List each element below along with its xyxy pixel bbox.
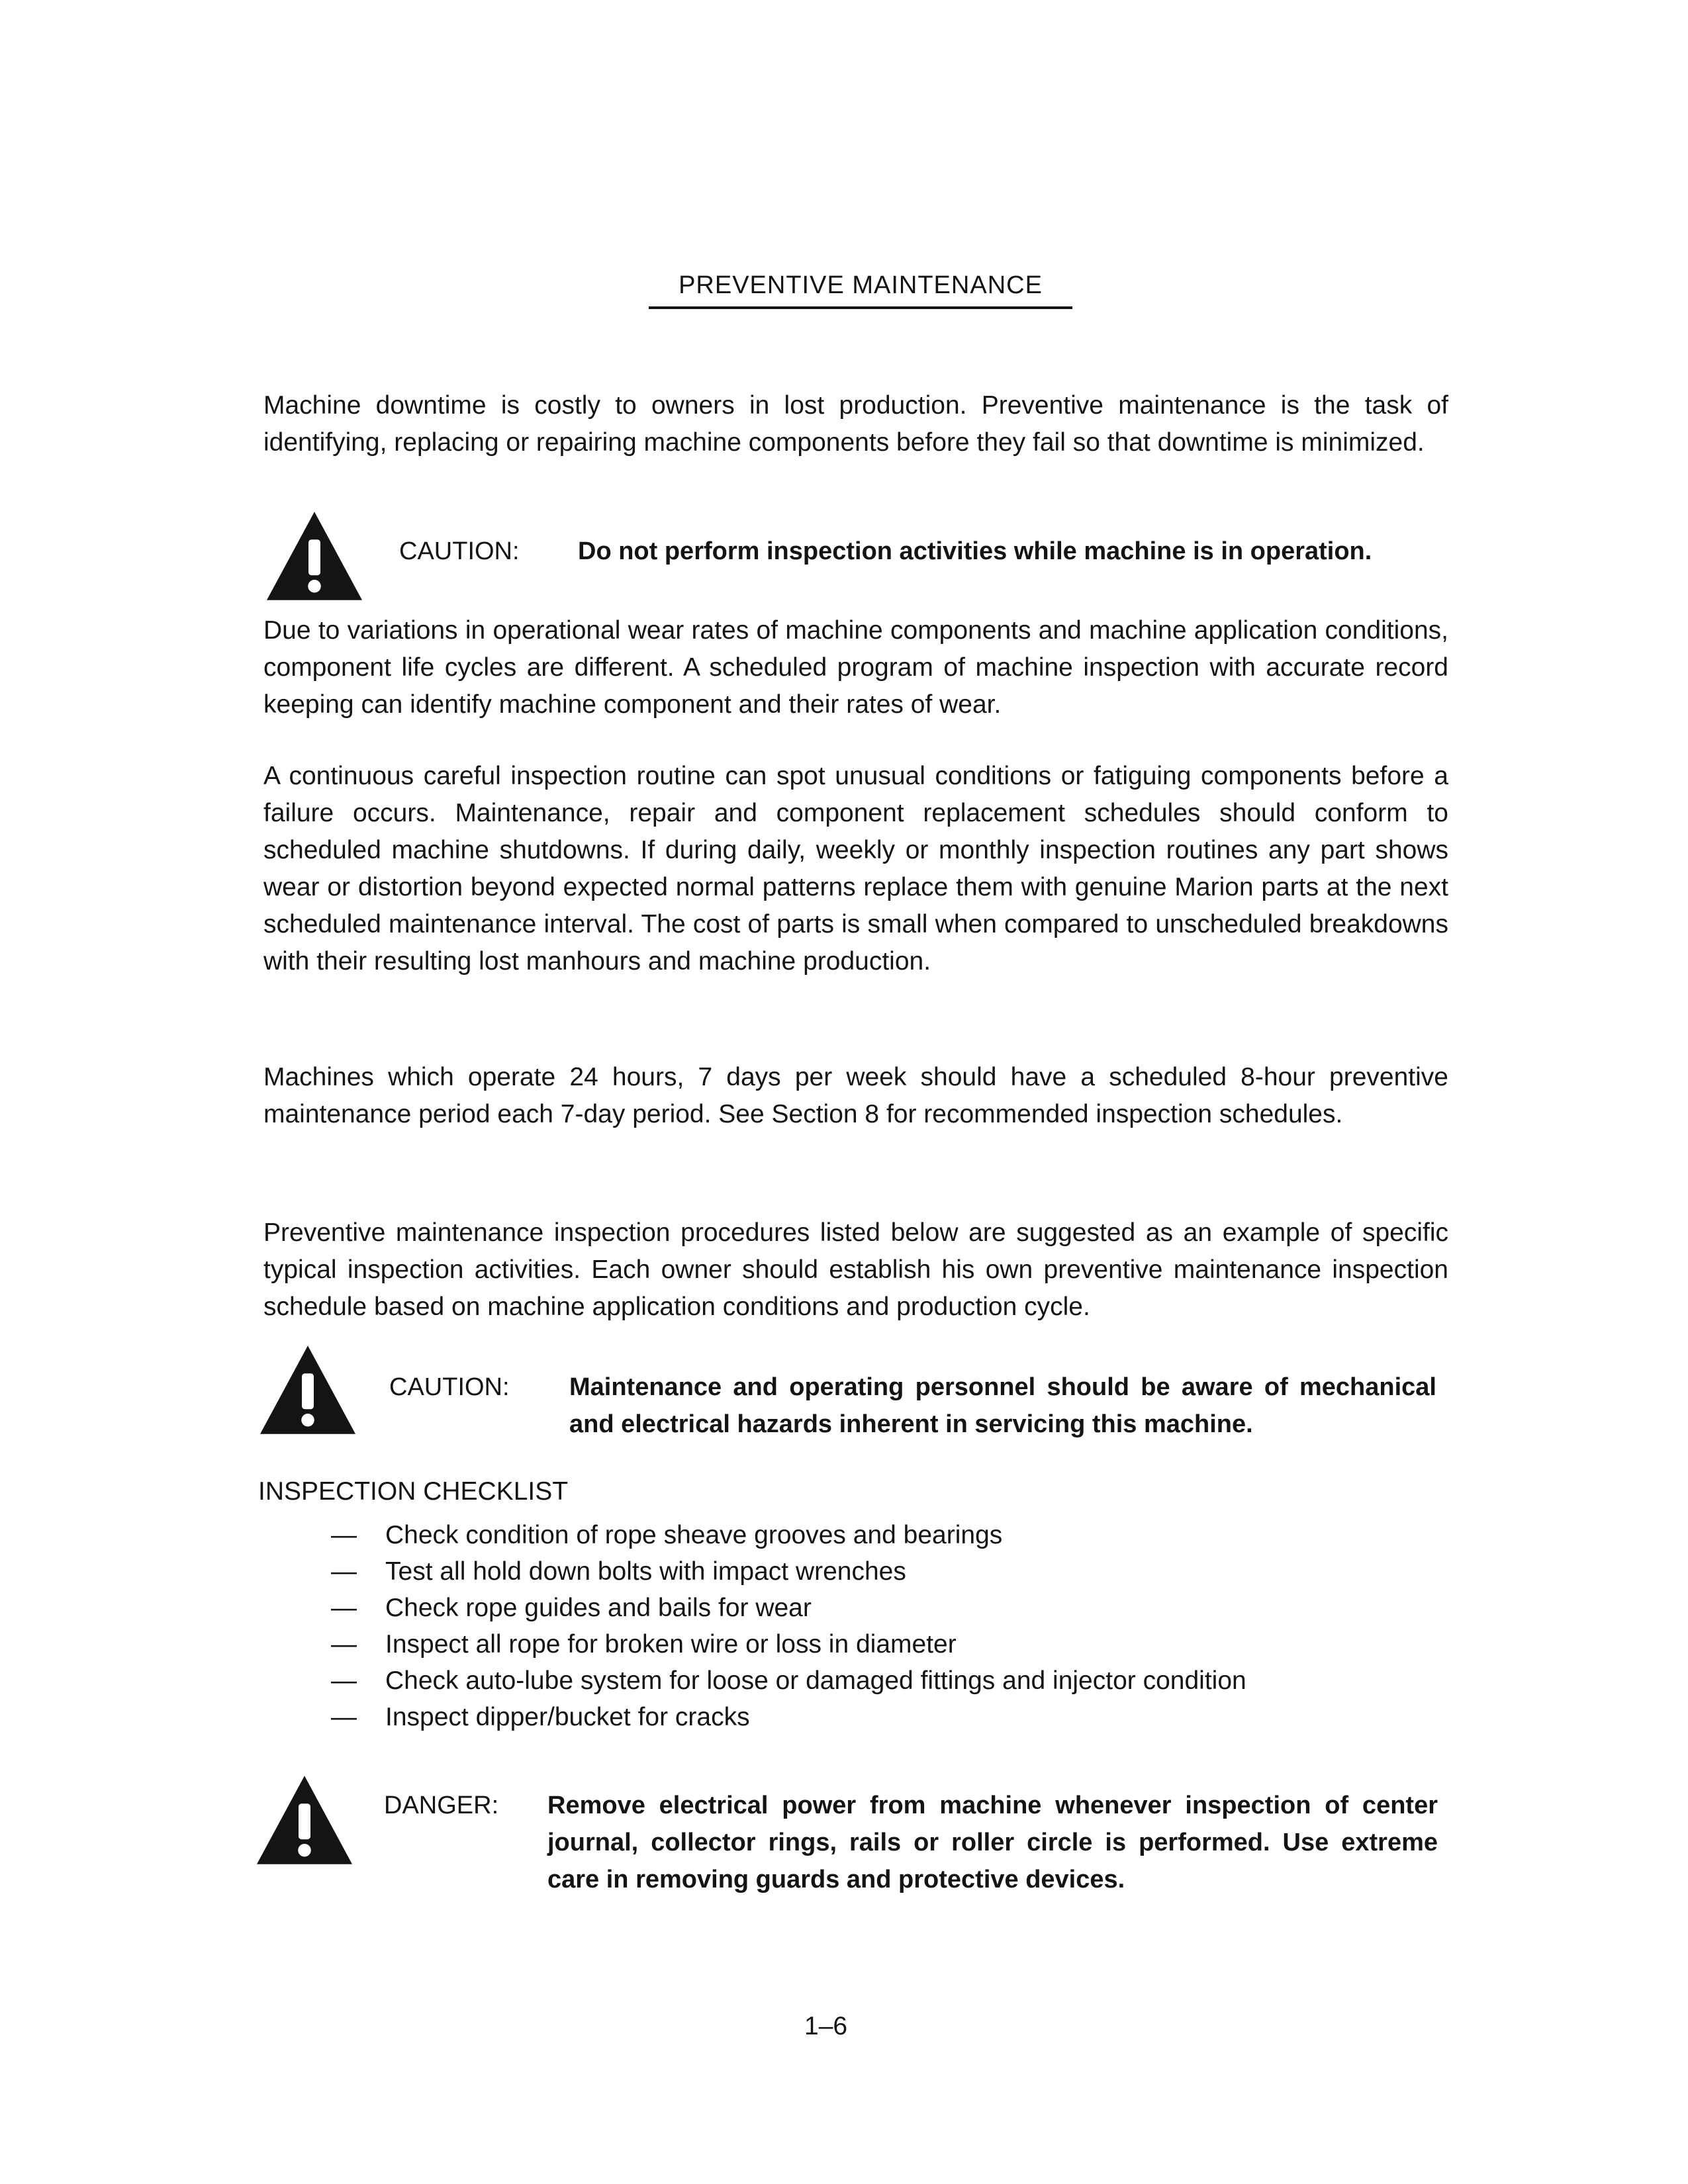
list-item xyxy=(331,1517,1246,1553)
list-item-text: Check condition of rope sheave grooves and bearings xyxy=(385,1521,1003,1549)
inspection-routine-paragraph: A continuous careful inspection routine can spot unusual conditions or fatiguing components before a failure occurs. Maintenance, repair and component replacement schedules should conform to scheduled machine shutdowns. If during daily, weekly or monthly inspection routines any part shows wear or distortion beyond expected normal patterns replace them with genuine Marion parts at the next scheduled maintenance interval. The cost of parts is small when compared to unscheduled breakdowns with their resulting lost manhours and machine production. xyxy=(263,762,1448,976)
caution-label: CAUTION: xyxy=(399,537,520,565)
caution-text: Maintenance and operating personnel should be aware of mechanical and electrical hazards inherent in servicing this machine. xyxy=(569,1373,1436,1438)
procedures-paragraph: Preventive maintenance inspection procedures listed below are suggested as an example of specific typical inspection activities. Each owner should establish his own preventive maintenance inspection schedule based on machine application conditions and production cycle. xyxy=(263,1218,1448,1321)
danger-label: DANGER: xyxy=(384,1792,499,1819)
dash-bullet: — xyxy=(331,1521,357,1549)
inspection-checklist xyxy=(331,1517,1246,1735)
list-item xyxy=(331,1590,1246,1626)
caution-label: CAUTION: xyxy=(389,1373,510,1401)
caution-notice-hazards xyxy=(389,1369,1448,1443)
list-item xyxy=(331,1699,1246,1735)
wear-rates-paragraph: Due to variations in operational wear rates of machine components and machine application conditions, component life cycles are different. A scheduled program of machine inspection with accurate record keeping can identify machine component and their rates of wear. xyxy=(263,616,1448,719)
warning-triangle-icon xyxy=(255,1774,354,1866)
page-title: PREVENTIVE MAINTENANCE xyxy=(649,271,1072,309)
page-number: 1–6 xyxy=(804,2012,848,2040)
list-item-text: Check auto-lube system for loose or damaged fittings and injector condition xyxy=(385,1666,1246,1695)
list-item xyxy=(331,1553,1246,1590)
warning-triangle-icon xyxy=(265,510,364,602)
list-item xyxy=(331,1662,1246,1699)
dash-bullet: — xyxy=(331,1703,357,1731)
intro-paragraph: Machine downtime is costly to owners in lost production. Preventive maintenance is the task of identifying, replacing or repairing machine components before they fail so that downtime is minimized. xyxy=(263,391,1448,457)
dash-bullet: — xyxy=(331,1630,357,1659)
list-item-text: Inspect all rope for broken wire or loss in diameter xyxy=(385,1630,957,1659)
caution-text: Do not perform inspection activities while machine is in operation. xyxy=(578,537,1372,565)
dash-bullet: — xyxy=(331,1557,357,1586)
schedule-paragraph: Machines which operate 24 hours, 7 days per week should have a scheduled 8-hour preventive maintenance period each 7-day period. See Section 8 for recommended inspection schedules. xyxy=(263,1063,1448,1128)
dash-bullet: — xyxy=(331,1666,357,1695)
warning-triangle-icon xyxy=(258,1343,357,1436)
danger-text: Remove electrical power from machine whenever inspection of center journal, collector rings, rails or roller circle is performed. Use extreme care in removing guards and protective devices. xyxy=(547,1792,1438,1893)
danger-notice xyxy=(384,1787,1450,1898)
list-item-text: Inspect dipper/bucket for cracks xyxy=(385,1703,750,1731)
dash-bullet: — xyxy=(331,1594,357,1622)
caution-notice-operation xyxy=(399,533,1458,570)
list-item xyxy=(331,1626,1246,1662)
list-item-text: Test all hold down bolts with impact wrenches xyxy=(385,1557,906,1586)
checklist-heading: INSPECTION CHECKLIST xyxy=(258,1477,569,1506)
list-item-text: Check rope guides and bails for wear xyxy=(385,1594,812,1622)
